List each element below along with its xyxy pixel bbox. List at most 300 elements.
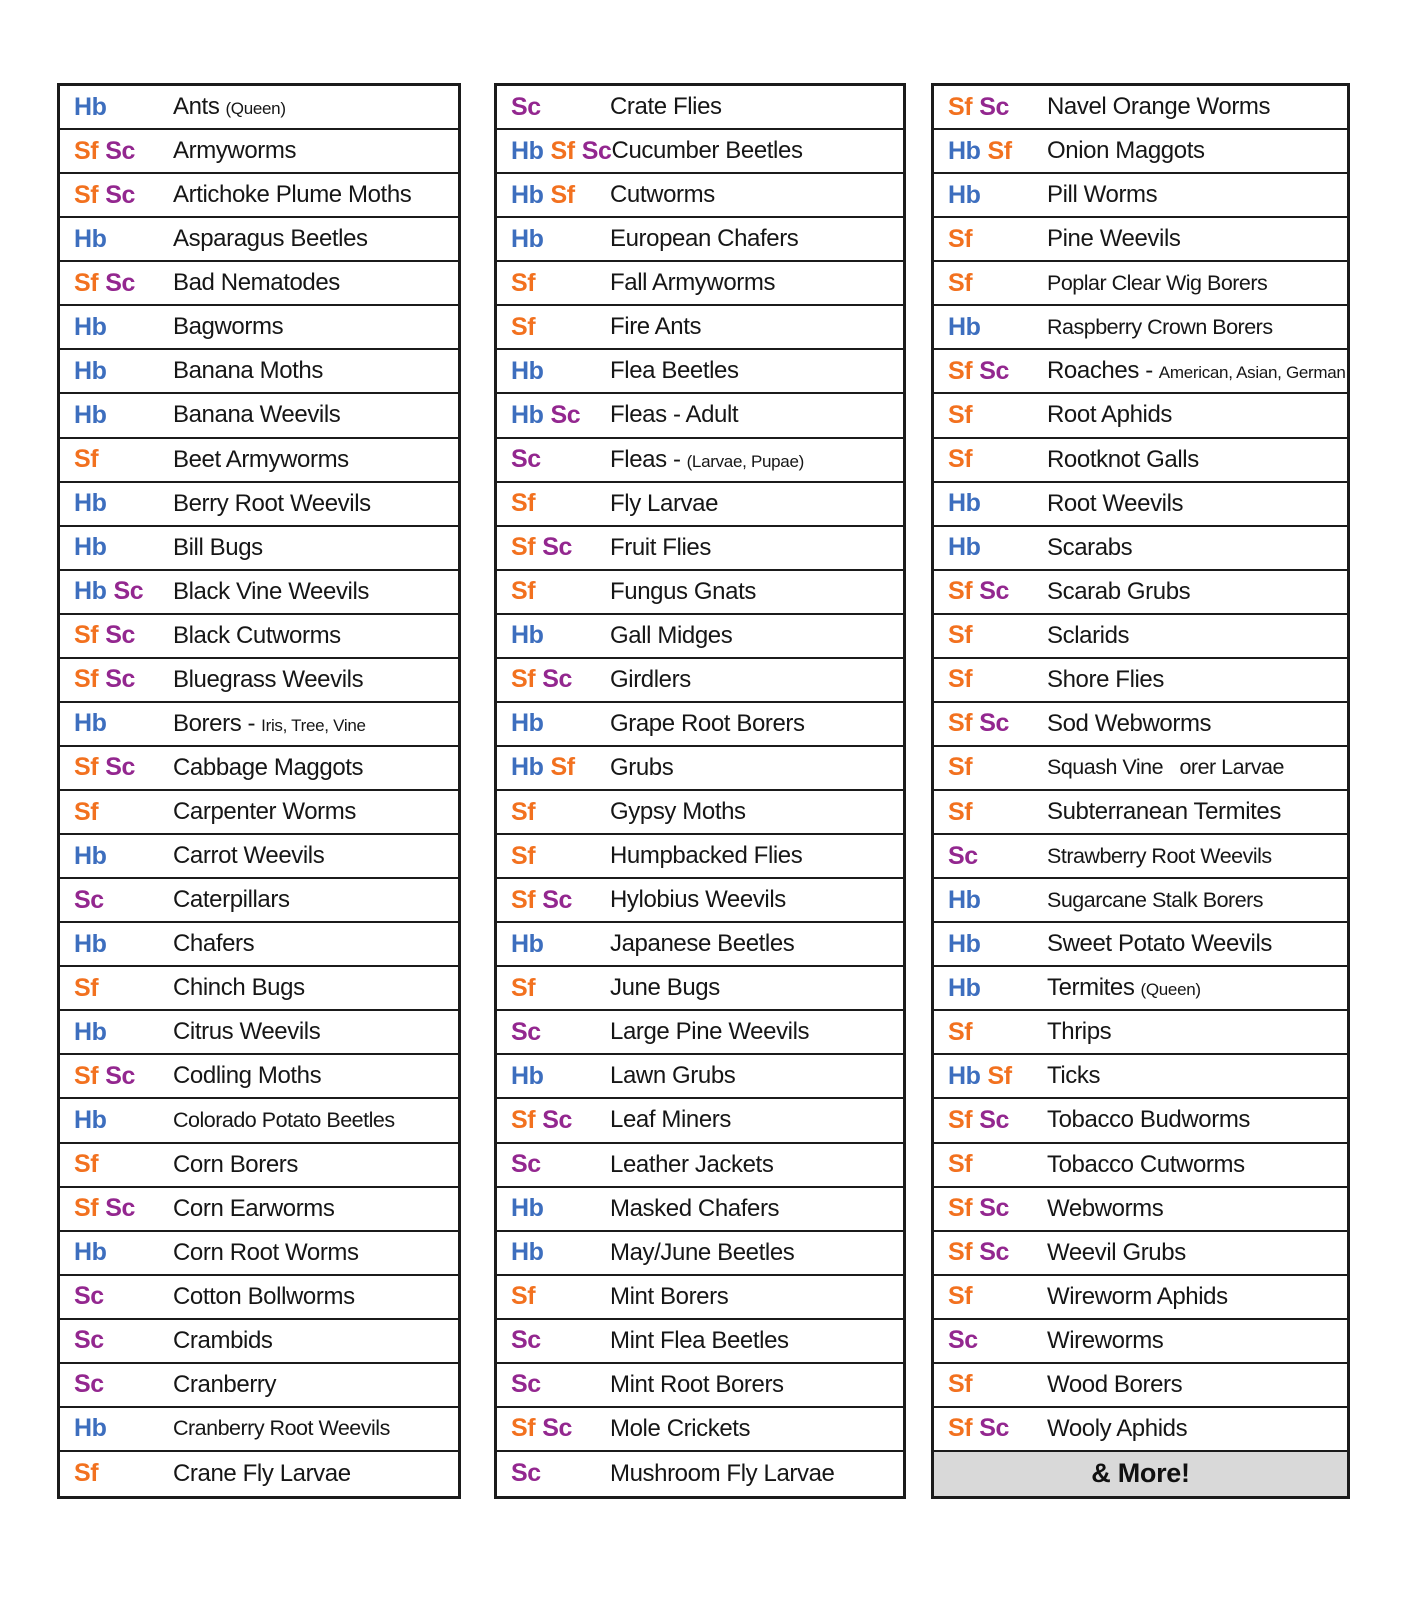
code-hb-badge: Hb: [511, 400, 544, 429]
pest-name-text: Chinch Bugs: [173, 974, 305, 1002]
pest-name-text: Caterpillars: [173, 886, 290, 914]
pest-name: [173, 710, 458, 738]
pest-codes: [497, 1459, 610, 1488]
pest-name: [173, 1108, 458, 1133]
table-row: [934, 747, 1347, 791]
pest-codes: [497, 1414, 610, 1443]
code-hb-badge: Hb: [511, 621, 544, 650]
pest-codes: [497, 225, 610, 254]
code-hb-badge: Hb: [74, 1414, 107, 1443]
pest-name-text: Mint Root Borers: [610, 1370, 784, 1398]
pest-name-text: Scarabs: [1047, 533, 1133, 561]
pest-codes: [934, 401, 1047, 430]
pest-codes: [934, 753, 1047, 782]
pest-name-text: Cranberry: [173, 1370, 277, 1398]
pest-codes: [60, 842, 173, 871]
pest-name-text: Black Vine Weevils: [173, 577, 370, 605]
code-sc-badge: Sc: [105, 1194, 135, 1223]
pest-name-text: Root Aphids: [1047, 401, 1173, 429]
table-row: [60, 86, 458, 130]
pest-name-text: Berry Root Weevils: [173, 489, 371, 517]
pest-name: [1047, 1371, 1347, 1399]
table-row: [934, 835, 1347, 879]
pest-codes: [934, 489, 1047, 518]
pest-codes: [934, 533, 1047, 562]
table-row: [934, 262, 1347, 306]
code-hb-badge: Hb: [511, 224, 544, 253]
code-sf-badge: Sf: [948, 1414, 973, 1443]
pest-name-text: Thrips: [1047, 1018, 1112, 1046]
table-row: [934, 1408, 1347, 1452]
code-sc-badge: Sc: [979, 577, 1009, 606]
pest-name-text: Gypsy Moths: [610, 798, 746, 826]
pest-name-text: Leaf Miners: [610, 1106, 731, 1134]
pest-codes: [497, 930, 610, 959]
pest-codes: [60, 1370, 173, 1399]
code-sc-badge: Sc: [979, 1238, 1009, 1267]
code-sf-badge: Sf: [948, 1194, 973, 1223]
pest-codes: [934, 930, 1047, 959]
pest-codes: [934, 709, 1047, 738]
pest-codes: [60, 1194, 173, 1223]
pest-name-text: Bad Nematodes: [173, 269, 340, 297]
pest-name-text: Cucumber Beetles: [611, 137, 803, 165]
code-sc-badge: Sc: [979, 1105, 1009, 1134]
table-row: [934, 923, 1347, 967]
pest-codes: [934, 577, 1047, 606]
code-sf-badge: Sf: [74, 445, 99, 474]
pest-name-text: Gall Midges: [610, 621, 733, 649]
pest-name-text: Strawberry Root Weevils: [1047, 843, 1272, 868]
table-row: [934, 218, 1347, 262]
pest-name: [1047, 225, 1347, 253]
pest-name-text: Corn Earworms: [173, 1194, 335, 1222]
pest-name: [1047, 844, 1347, 869]
pest-name-text: Artichoke Plume Moths: [173, 181, 412, 209]
code-sf-badge: Sf: [948, 1282, 973, 1311]
code-sf-badge: Sf: [948, 1150, 973, 1179]
pest-name-text: Wireworm Aphids: [1047, 1282, 1228, 1310]
code-sf-badge: Sf: [550, 136, 575, 165]
pest-name-note: (Larvae, Pupae): [686, 451, 804, 471]
pest-name-text: Sclarids: [1047, 621, 1130, 649]
pest-name: [1047, 578, 1347, 606]
pest-name-text: Mint Borers: [610, 1282, 729, 1310]
code-sc-badge: Sc: [74, 885, 104, 914]
pest-codes: [934, 313, 1047, 342]
pest-codes: [934, 1326, 1047, 1355]
pest-codes: [60, 930, 173, 959]
code-hb-badge: Hb: [948, 180, 981, 209]
pest-name-text: Sweet Potato Weevils: [1047, 930, 1273, 958]
pest-name-text: Poplar Clear Wig Borers: [1047, 270, 1268, 295]
table-row: [934, 1232, 1347, 1276]
pest-name: [1047, 357, 1347, 385]
pest-codes: [497, 1194, 610, 1223]
pest-codes: [497, 974, 610, 1003]
pest-name: [173, 930, 458, 958]
pest-name: [610, 269, 903, 297]
table-row: [497, 659, 903, 703]
pest-codes: [497, 709, 610, 738]
pest-codes: [497, 1326, 610, 1355]
code-sf-badge: Sf: [948, 356, 973, 385]
pest-name-text: Fleas - Adult: [610, 401, 739, 429]
code-sc-badge: Sc: [948, 1326, 978, 1355]
pest-name-note: (Queen): [225, 99, 286, 119]
pest-codes: [934, 1062, 1047, 1091]
code-hb-badge: Hb: [74, 1238, 107, 1267]
code-sf-badge: Sf: [511, 885, 536, 914]
code-sc-badge: Sc: [979, 1194, 1009, 1223]
code-sf-badge: Sf: [74, 180, 99, 209]
code-sf-badge: Sf: [948, 1017, 973, 1046]
pest-name-text: Large Pine Weevils: [610, 1018, 810, 1046]
pest-codes: [60, 1018, 173, 1047]
pest-name-text: Subterranean Termites: [1047, 798, 1281, 826]
table-row: [60, 350, 458, 394]
pest-codes: [60, 357, 173, 386]
code-sf-badge: Sf: [74, 753, 99, 782]
pest-name: [610, 93, 903, 121]
pest-name: [610, 1195, 903, 1223]
pest-name-text: Fruit Flies: [610, 533, 711, 561]
pest-name: [173, 578, 458, 606]
code-sc-badge: Sc: [511, 1459, 541, 1488]
pest-name-text: Wooly Aphids: [1047, 1414, 1188, 1442]
code-sc-badge: Sc: [948, 841, 978, 870]
code-hb-badge: Hb: [948, 885, 981, 914]
table-row: [60, 130, 458, 174]
code-sf-badge: Sf: [550, 753, 575, 782]
pest-name: [1047, 1327, 1347, 1355]
table-row: [60, 1276, 458, 1320]
pest-name: [610, 1327, 903, 1355]
code-hb-badge: Hb: [948, 312, 981, 341]
code-sc-badge: Sc: [511, 1370, 541, 1399]
pest-codes: [497, 445, 610, 474]
pest-name: [173, 1195, 458, 1223]
pest-codes: [497, 1106, 610, 1135]
pest-name-text: Armyworms: [173, 137, 297, 165]
pest-name: [1047, 710, 1347, 738]
code-sc-badge: Sc: [511, 1150, 541, 1179]
pest-name-note: (Queen): [1140, 980, 1201, 1000]
pest-name: [173, 1151, 458, 1179]
code-sc-badge: Sc: [511, 445, 541, 474]
table-row: [497, 174, 903, 218]
table-row: [497, 86, 903, 130]
pest-name: [173, 534, 458, 562]
pest-name-text: Roaches -: [1047, 357, 1153, 385]
code-sc-badge: Sc: [581, 136, 612, 165]
pest-name-text: Colorado Potato Beetles: [173, 1107, 395, 1132]
pest-name: [1047, 888, 1347, 913]
table-row: [934, 659, 1347, 703]
pest-name-text: Sod Webworms: [1047, 709, 1212, 737]
code-sf-badge: Sf: [550, 180, 575, 209]
pest-codes: [934, 974, 1047, 1003]
pest-codes: [60, 269, 173, 298]
code-sc-badge: Sc: [550, 400, 581, 429]
code-sf-badge: Sf: [74, 665, 99, 694]
pest-name-text: Leather Jackets: [610, 1150, 774, 1178]
table-row: [60, 791, 458, 835]
pest-name: [173, 622, 458, 650]
pest-name-text: Scarab Grubs: [1047, 577, 1191, 605]
code-sc-badge: Sc: [542, 533, 572, 562]
code-sc-badge: Sc: [105, 136, 135, 165]
more-label: & More!: [1091, 1458, 1190, 1489]
pest-name-text: Wireworms: [1047, 1326, 1164, 1354]
table-row: [60, 835, 458, 879]
code-hb-badge: Hb: [511, 709, 544, 738]
pest-name-text: Bill Bugs: [173, 533, 263, 561]
pest-name-text: Squash Vine orer Larvae: [1047, 755, 1284, 780]
pest-name-text: Mint Flea Beetles: [610, 1326, 789, 1354]
code-hb-badge: Hb: [74, 929, 107, 958]
pest-name-note: American, Asian, German: [1158, 363, 1346, 383]
pest-name-text: Mushroom Fly Larvae: [610, 1459, 835, 1487]
pest-codes: [934, 621, 1047, 650]
table-row: [60, 1408, 458, 1452]
code-hb-badge: Hb: [74, 1105, 107, 1134]
table-row: [934, 439, 1347, 483]
pest-name: [610, 313, 903, 341]
pest-name: [1047, 1195, 1347, 1223]
table-row: [60, 747, 458, 791]
code-hb-badge: Hb: [74, 92, 107, 121]
pest-codes: [497, 489, 610, 518]
pest-codes: [497, 401, 610, 430]
code-sc-badge: Sc: [542, 665, 572, 694]
pest-name-text: Fleas -: [610, 445, 681, 473]
pest-name: [173, 974, 458, 1002]
pest-name-text: Weevil Grubs: [1047, 1238, 1186, 1266]
code-hb-badge: Hb: [511, 1061, 544, 1090]
pest-codes: [497, 1370, 610, 1399]
code-hb-badge: Hb: [74, 400, 107, 429]
code-sf-badge: Sf: [948, 268, 973, 297]
pest-table-column-2: [494, 83, 906, 1499]
table-row: [60, 571, 458, 615]
pest-codes: [497, 798, 610, 827]
pest-name: [173, 1062, 458, 1090]
code-sf-badge: Sf: [948, 797, 973, 826]
code-hb-badge: Hb: [511, 180, 544, 209]
code-sc-badge: Sc: [105, 268, 135, 297]
pest-codes: [60, 93, 173, 122]
pest-codes: [934, 181, 1047, 210]
pest-name: [1047, 401, 1347, 429]
pest-name: [610, 754, 903, 782]
pest-name: [610, 930, 903, 958]
pest-name-text: Flea Beetles: [610, 357, 739, 385]
pest-name-text: Codling Moths: [173, 1062, 322, 1090]
table-row: [60, 394, 458, 438]
pest-name: [1047, 446, 1347, 474]
table-row: [497, 879, 903, 923]
pest-name: [173, 357, 458, 385]
code-sf-badge: Sf: [511, 577, 536, 606]
pest-codes: [60, 1414, 173, 1443]
code-hb-badge: Hb: [74, 1017, 107, 1046]
code-sf-badge: Sf: [948, 224, 973, 253]
pest-name: [1047, 798, 1347, 826]
pest-name-text: Chafers: [173, 930, 255, 958]
table-row: [60, 1144, 458, 1188]
pest-codes: [60, 445, 173, 474]
table-row: [60, 1099, 458, 1143]
pest-name-text: June Bugs: [610, 974, 720, 1002]
table-row: [934, 615, 1347, 659]
pest-codes: [60, 225, 173, 254]
table-row: [497, 1188, 903, 1232]
pest-name-text: Carrot Weevils: [173, 842, 325, 870]
pest-name: [610, 1283, 903, 1311]
table-row: [497, 835, 903, 879]
code-hb-badge: Hb: [74, 312, 107, 341]
pest-name: [1047, 1415, 1347, 1443]
table-row: [60, 262, 458, 306]
table-row: [60, 1055, 458, 1099]
pest-name-text: Pine Weevils: [1047, 225, 1181, 253]
pest-name: [173, 886, 458, 914]
pest-name-text: Grape Root Borers: [610, 709, 805, 737]
code-sf-badge: Sf: [74, 797, 99, 826]
table-row: [934, 1320, 1347, 1364]
pest-codes: [497, 621, 610, 650]
pest-codes: [934, 1414, 1047, 1443]
table-row: [497, 1408, 903, 1452]
code-sf-badge: Sf: [948, 92, 973, 121]
table-row: [497, 1232, 903, 1276]
code-sf-badge: Sf: [511, 973, 536, 1002]
pest-name-text: Black Cutworms: [173, 621, 341, 649]
pest-codes: [497, 886, 610, 915]
table-row: [60, 1232, 458, 1276]
pest-codes: [497, 842, 610, 871]
pest-codes: [60, 181, 173, 210]
table-row: [60, 439, 458, 483]
pest-name: [610, 1239, 903, 1267]
pest-name: [173, 401, 458, 429]
code-hb-badge: Hb: [948, 136, 981, 165]
code-hb-badge: Hb: [948, 973, 981, 1002]
pest-name: [173, 1460, 458, 1488]
table-row: [934, 791, 1347, 835]
table-row: [934, 879, 1347, 923]
pest-name: [1047, 1106, 1347, 1134]
table-row: [497, 791, 903, 835]
table-row: [497, 527, 903, 571]
pest-name: [173, 446, 458, 474]
code-sf-badge: Sf: [511, 1282, 536, 1311]
table-row: [934, 394, 1347, 438]
pest-codes: [497, 665, 610, 694]
pest-name-text: Grubs: [610, 753, 674, 781]
code-sf-badge: Sf: [948, 577, 973, 606]
table-row: [60, 1320, 458, 1364]
pest-name-text: Fungus Gnats: [610, 577, 756, 605]
pest-name: [173, 754, 458, 782]
pest-name: [1047, 271, 1347, 296]
code-sf-badge: Sf: [948, 621, 973, 650]
pest-name-text: Sugarcane Stalk Borers: [1047, 887, 1264, 912]
table-row: [60, 218, 458, 262]
pest-name: [173, 93, 458, 121]
pest-name: [1047, 755, 1347, 780]
code-sc-badge: Sc: [105, 621, 135, 650]
table-row: [497, 1452, 903, 1496]
table-row: [60, 174, 458, 218]
pest-name-text: Crate Flies: [610, 93, 722, 121]
table-row: [497, 1276, 903, 1320]
table-row: [497, 1099, 903, 1143]
pest-name: [1047, 1239, 1347, 1267]
code-hb-badge: Hb: [948, 489, 981, 518]
code-sc-badge: Sc: [511, 1017, 541, 1046]
pest-name: [1047, 622, 1347, 650]
table-row: [497, 747, 903, 791]
pest-name: [610, 446, 903, 474]
code-sf-badge: Sf: [948, 709, 973, 738]
pest-name-text: Cotton Bollworms: [173, 1282, 355, 1310]
pest-name: [173, 1416, 458, 1441]
table-row: [60, 879, 458, 923]
table-row: [497, 967, 903, 1011]
pest-name: [1047, 1018, 1347, 1046]
table-row: [497, 1320, 903, 1364]
pest-name-text: Mole Crickets: [610, 1414, 751, 1442]
pest-codes: [934, 357, 1047, 386]
code-sc-badge: Sc: [74, 1326, 104, 1355]
pest-codes: [497, 1282, 610, 1311]
pest-codes: [934, 225, 1047, 254]
table-row: [60, 703, 458, 747]
table-row: [934, 86, 1347, 130]
code-hb-badge: Hb: [511, 929, 544, 958]
pest-codes: [60, 313, 173, 342]
pest-name-text: Corn Borers: [173, 1150, 298, 1178]
pest-name: [173, 1239, 458, 1267]
pest-codes: [934, 1194, 1047, 1223]
pest-name: [1047, 490, 1347, 518]
pest-codes: [60, 137, 173, 166]
pest-codes: [60, 1062, 173, 1091]
pest-name-text: Fly Larvae: [610, 489, 719, 517]
table-row: [60, 923, 458, 967]
pest-codes: [934, 445, 1047, 474]
pest-codes: [60, 1459, 173, 1488]
code-sf-badge: Sf: [511, 665, 536, 694]
pest-name: [1047, 1151, 1347, 1179]
pest-name-text: Asparagus Beetles: [173, 225, 368, 253]
code-sf-badge: Sf: [511, 533, 536, 562]
table-row: [60, 306, 458, 350]
pest-name: [1047, 137, 1347, 165]
pest-name: [1047, 181, 1347, 209]
code-sf-badge: Sf: [511, 1414, 536, 1443]
code-sc-badge: Sc: [105, 180, 135, 209]
code-sf-badge: Sf: [948, 1370, 973, 1399]
table-row: [60, 483, 458, 527]
pest-codes: [934, 665, 1047, 694]
table-row: [934, 483, 1347, 527]
pest-name: [173, 225, 458, 253]
code-hb-badge: Hb: [948, 533, 981, 562]
pest-codes: [497, 93, 610, 122]
